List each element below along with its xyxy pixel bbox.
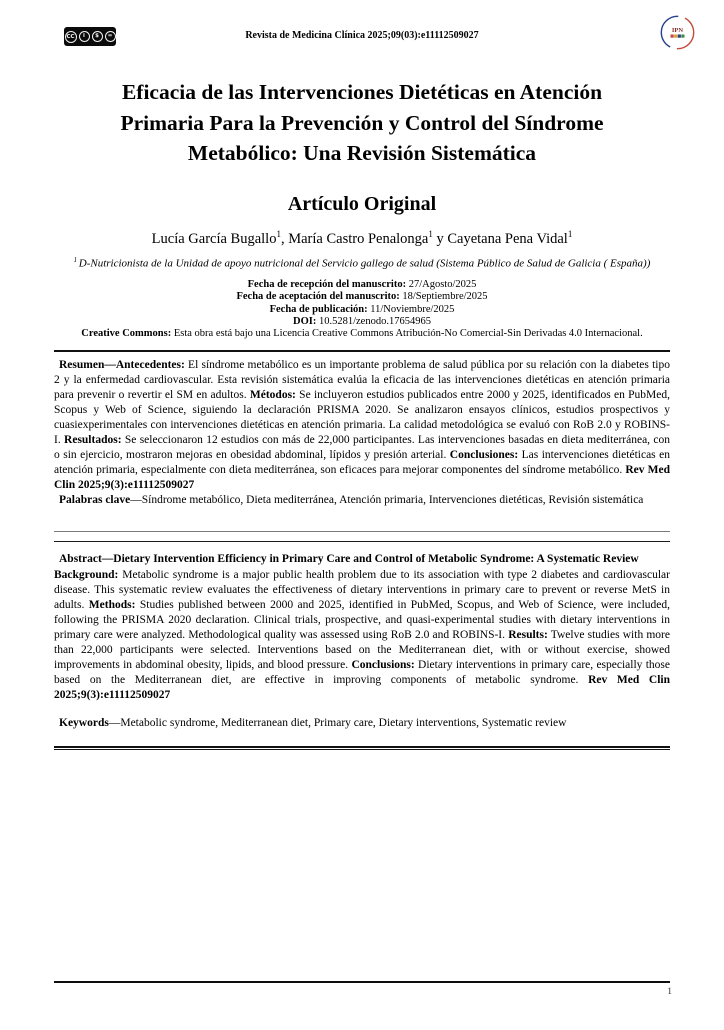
- manuscript-dates-block: [0, 279, 724, 340]
- footer-rule: [54, 981, 670, 983]
- abstract-title-line: Abstract—Dietary Intervention Efficiency in Primary Care and Control of Metabolic Syndrome: A Systematic Review: [59, 553, 639, 566]
- logo-center-text: IPN: [671, 27, 684, 34]
- date-reception-line: Fecha de recepción del manuscrito: 27/Agosto/2025: [247, 279, 477, 291]
- license-line: Creative Commons: Esta obra está bajo una Licencia Creative Commons Atribución-No Comercial-Sin Derivadas 4.0 Internacional.: [81, 328, 643, 340]
- page-number: 1: [667, 987, 672, 997]
- keywords-line: Keywords—Metabolic syndrome, Mediterranean diet, Primary care, Dietary interventions, Systematic review: [59, 717, 567, 730]
- journal-header-line: Revista de Medicina Clínica 2025;09(03):e11112509027: [245, 30, 479, 41]
- date-acceptance-line: Fecha de aceptación del manuscrito: 18/Septiembre/2025: [236, 291, 488, 303]
- doi-line: DOI: 10.5281/zenodo.17654965: [293, 315, 431, 327]
- separator-rule-bottom: [54, 746, 670, 750]
- journal-logo-icon: [659, 14, 696, 51]
- resumen-paragraph: Resumen—Antecedentes: El síndrome metabólico es un importante problema de salud pública por su relación con la diabetes tipo 2 y la enfermedad cardiovascular. Esta revisión sistemática evalúa la eficacia de las intervenciones dietéticas en atención primaria para prevenir o revertir el SM en adultos. Métodos: Se incluyeron estudios publicados entre 2000 y 2025, identificados en PubMed, Scopus y Web of Science, siguiendo la declaración PRISMA 2020. Se analizaron ensayos clínicos, estudios prospectivos y cuasiexperimentales con intervenciones dietéticas en atención primaria. La calidad metodológica se evaluó con RoB 2.0 y ROBINS-I. Resultados: Se seleccionaron 12 estudios con más de 22,000 participantes. Las intervenciones basadas en dieta mediterránea, con o sin ejercicio, mostraron mejoras en obesidad abdominal, lípidos y presión arterial. Conclusiones: Las intervenciones dietéticas en atención primaria, especialmente con dieta mediterránea, son eficaces para mejorar componentes del síndrome metabólico. Rev Med Clin 2025;9(3):e11112509027: [54, 358, 671, 492]
- abstract-paragraph: Background: Metabolic syndrome is a major public health problem due to its association with type 2 diabetes and cardiovascular disease. This systematic review evaluates the effectiveness of dietary interventions in primary care to prevent or reverse MetS in adults. Methods: Studies published between 2000 and 2025, identified in PubMed, Scopus, and Web of Science, were included, following the PRISMA 2020 declaration. Clinical trials, prospective, and quasi-experimental studies with dietary interventions in primary care were analyzed. Methodological quality was assessed using RoB 2.0 and ROBINS-I. Results: Twelve studies with more than 22,000 participants were selected. Interventions based on the Mediterranean diet, with or without exercise, showed improvements in abdominal obesity, lipids, and blood pressure. Conclusions: Dietary interventions in primary care, especially those based on the Mediterranean diet, are effective in improving components of metabolic syndrome. Rev Med Clin 2025;9(3):e11112509027: [54, 568, 670, 702]
- palabras-clave-line: Palabras clave—Síndrome metabólico, Dieta mediterránea, Atención primaria, Intervenciones dietéticas, Revisión sistemática: [59, 494, 644, 507]
- article-title: Eficacia de las Intervenciones Dietéticas en Atención Primaria Para la Prevención y Control del Síndrome Metabólico: Una Revisión Sistemática: [120, 80, 604, 166]
- cc-nd-icon: =: [105, 31, 116, 42]
- logo-color-bar: [671, 35, 685, 38]
- separator-double-rule: [54, 531, 670, 542]
- authors-line: Lucía García Bugallo$^1$, María Castro Penalonga$^1$ y Cayetana Pena Vidal$^1$: [151, 228, 573, 247]
- page-header: [0, 0, 724, 50]
- cc-nc-icon: $: [92, 31, 103, 42]
- article-type-heading: Artículo Original: [287, 192, 437, 215]
- separator-rule-top: [54, 350, 670, 352]
- date-publication-line: Fecha de publicación: 11/Noviembre/2025: [269, 303, 455, 315]
- affiliation-line: $^1$ D-Nutricionista de la Unidad de apoyo nutricional del Servicio gallego de salud (Sistema Público de Salud de Galicia ( España)): [73, 257, 651, 271]
- cc-icon: CC: [65, 31, 77, 43]
- cc-by-icon: i: [79, 31, 90, 42]
